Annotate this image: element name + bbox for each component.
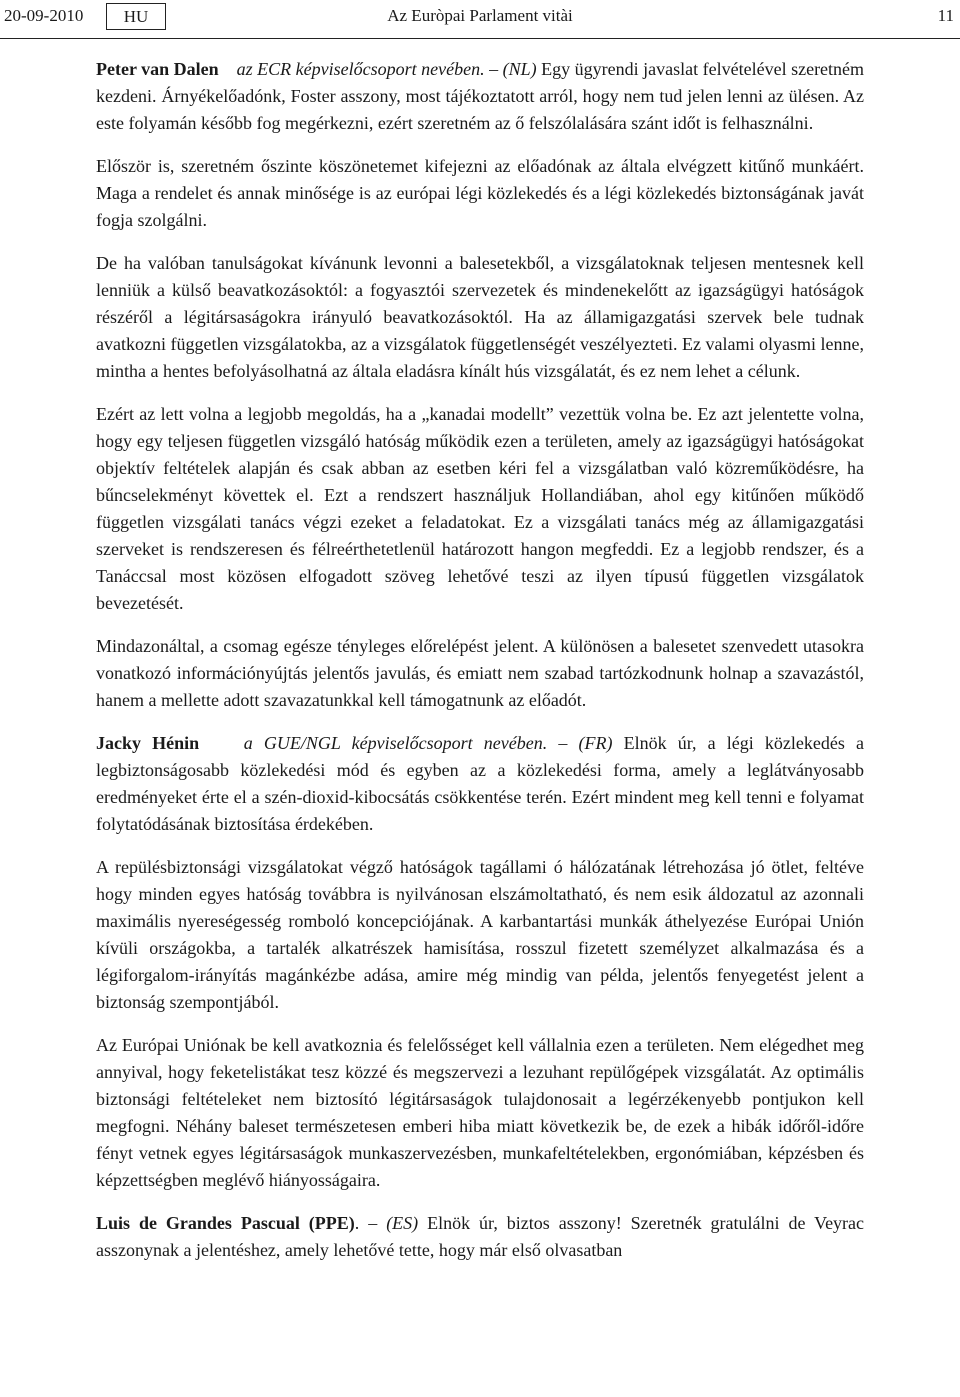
speaker-name: Jacky Hénin <box>96 733 200 753</box>
speech-paragraph: Mindazonáltal, a csomag egésze tényleges előrelépést jelent. A különösen a balesetet szenvedett utasokra vonatkozó információnyújtás jelentős javulás, és emiatt nem szabad tartózkodnunk holnap a szavazástól, hanem a mellette adott szavazatunkkal kell támogatnunk az előadót. <box>96 636 864 710</box>
header-date: 20-09-2010 <box>4 6 84 25</box>
publication-title: Az Euròpai Parlament vitài <box>387 6 573 25</box>
speech-opening-text: Elnök úr, a légi közlekedés a legbiztonságosabb közlekedési mód és egyben az a közlekedési forma, amely a leglátványosabb eredményeket érte el a szén-dioxid-kibocsátás csökkentése terén. Ezért mindent meg kell tenni e folyamat folytatódásának biztosítása érdekében. <box>96 733 865 834</box>
speech-paragraph: Ezért az lett volna a legjobb megoldás, ha a „kanadai modellt” vezettük volna be. Ez azt jelentette volna, hogy egy teljesen független vizsgáló hatóság működik ezen a területen, amely az igazságügyi hatóságokat objektív feltételek alapján és csak abban az esetben kéri fel a vizsgálatban való közreműködésre, ha bűncselekményt követtek el. Ezt a rendszert használjuk Hollandiában, ahol egy kitűnően működő független vizsgálati tanács végzi ezeket a feladatokat. Ez a vizsgálati tanács még az államigazgatási szerveket is rendszeresen és félreérthetetlenül határozott hangon megfeddi. Ez a legjobb rendszer, és a Tanáccsal most közösen elfogadott szöveg lehetővé teszi az ilyen típusú független vizsgálatok bevezetését. <box>96 404 864 613</box>
speech-paragraph: Az Európai Uniónak be kell avatkoznia és felelősséget kell vállalnia ezen a területen. Nem elégedhet meg annyival, hogy feketelistákat tesz közzé és megszervezi a lezuhant repülőgépek vizsgálatát. Az optimális biztonsági feltételeket nem biztosító légitársaságok tulajdonosait a legérzékenyebb pontjukon kell megfogni. Néhány baleset természetesen emberi hiba miatt következik be, de ezek a hibák időről-időre fényt vetnek egyes légitársaságok munkaszervezésben, munkafeltételekben, ergonómiában, képzésben és képzettségben meglévő hiányosságaira. <box>96 1035 864 1190</box>
speech-opening-text: Egy ügyrendi javaslat felvételével szeretném kezdeni. Árnyékelőadónk, Foster asszony, most tájékoztatott arról, hogy nem tud jelen lenni az ülésen. Az este folyamán később fog megérkezni, ezért szeretném az ő felszólalására szánt időt is felhasználni. <box>96 59 865 133</box>
speech-opening-paragraph <box>96 56 864 137</box>
speech-paragraph: A repülésbiztonsági vizsgálatokat végző hatóságok tagállami ó hálózatának létrehozása jó ötlet, feltéve hogy minden egyes hatóság továbbra is nyilvánosan elszámoltatható, és nem esik áldozatul az azonnali maximális nyereségesség romboló koncepciójának. A karbantartási munkák áthelyezése Európai Unión kívüli országokba, a tartalék alkatrészek hamisítása, rosszul fizetett személyzet alkalmazása és a légiforgalom-irányítás magánkézbe adása, amire még mindig van példa, jelentős fenyegetést jelent a biztonság szempontjából. <box>96 857 864 1012</box>
document-body <box>96 56 864 1280</box>
speech-opening-paragraph <box>96 1210 864 1264</box>
speech-dash: – <box>489 59 499 79</box>
speaker-name: Luis de Grandes Pascual (PPE) <box>96 1213 355 1233</box>
speech-language: (ES) <box>386 1213 419 1233</box>
page-header <box>0 0 960 39</box>
speech-language: (NL) <box>502 59 537 79</box>
speech-opening-paragraph <box>96 730 864 838</box>
speaker-role: a GUE/NGL képviselőcsoport nevében. <box>243 733 548 753</box>
page-number: 11 <box>937 6 954 25</box>
speech-paragraph: Először is, szeretném őszinte köszönetemet kifejezni az előadónak az általa elvégzett kitűnő munkáért. Maga a rendelet és annak minősége is az európai légi közlekedés és a légi közlekedés biztonságának javát fogja szolgálni. <box>96 156 864 230</box>
speech-language: (FR) <box>578 733 613 753</box>
language-code-box: HU <box>106 3 166 30</box>
speaker-name: Peter van Dalen <box>96 59 219 79</box>
speech-dash: . – <box>354 1213 378 1233</box>
speaker-role: az ECR képviselőcsoport nevében. <box>236 59 485 79</box>
speech-paragraph: De ha valóban tanulságokat kívánunk levonni a balesetekből, a vizsgálatoknak teljesen mentesnek kell lenniük a külső beavatkozásoktól: a fogyasztói szervezetek és mindenekelőtt az igazságügyi hatóságok részéről a légitársaságokra irányuló beavatkozásoktól. Ha az államigazgatási szervek bele tudnak avatkozni független vizsgálatokba, az a vizsgálatok függetlenségét veszélyezteti. Ez valami olyasmi lenne, mintha a hentes befolyásolhatná az általa eladásra kínált hús vizsgálatát, és ez nem lehet a célunk. <box>96 253 864 381</box>
speech-opening-text: Elnök úr, biztos asszony! Szeretnék gratulálni de Veyrac asszonynak a jelentéshez, amely lehetővé tette, hogy már első olvasatban <box>96 1213 865 1260</box>
speech-dash: – <box>558 733 568 753</box>
